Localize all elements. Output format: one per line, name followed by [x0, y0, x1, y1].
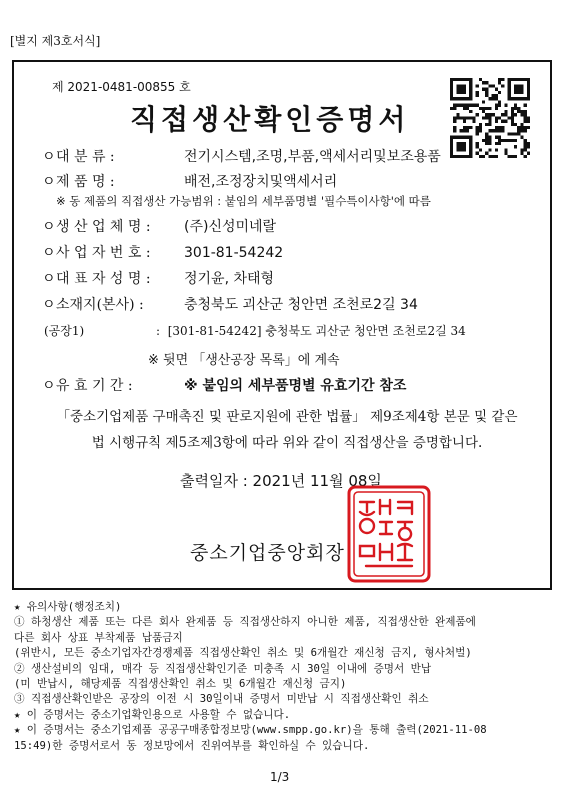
notice-line: ① 하청생산 제품 또는 다른 회사 완제품 등 직접생산하지 아니한 제품, 직접생산한 완제품에 — [14, 616, 476, 629]
field-bullet: ㅇ — [42, 174, 56, 190]
field-representative — [42, 268, 274, 288]
field-product-name — [42, 171, 337, 191]
field-value: 충청북도 괴산군 청안면 조천로2길 34 — [184, 297, 418, 313]
field-bullet: ㅇ — [42, 219, 56, 235]
qr-code-icon — [450, 78, 530, 158]
field-category — [42, 146, 441, 166]
official-seal-icon — [346, 484, 432, 584]
notice-line: ★ 유의사항(행정조치) — [14, 601, 122, 613]
form-number-tag: [별지 제3호서식] — [10, 34, 101, 48]
field-bullet: ㅇ — [42, 149, 56, 165]
notice-line: ★ 이 증명서는 중소기업제품 공공구매종합정보망(www.smpp.go.kr)을 통해 출력(2021-11-08 — [14, 724, 487, 737]
notice-line: 다른 회사 상표 부착제품 납품금지 — [14, 631, 183, 644]
field-bullet: ㅇ — [42, 271, 56, 287]
field-label: 생 산 업 체 명 : — [56, 219, 151, 235]
field-label: 사 업 자 번 호 : — [56, 245, 151, 261]
field-value: 정기윤, 차태형 — [184, 271, 275, 287]
field-bullet: ㅇ — [42, 297, 56, 313]
field-head-office-address — [42, 294, 418, 314]
certificate-title: 직접생산확인증명서 — [130, 103, 410, 136]
notice-line: 15:49)한 증명서로서 동 정보망에서 진위여부를 확인하실 수 있습니다. — [14, 739, 370, 752]
field-label: 제 품 명 : — [56, 174, 115, 190]
field-validity-period — [42, 375, 406, 395]
field-business-number — [42, 242, 283, 262]
notice-section — [14, 600, 554, 754]
field-value: 전기시스템,조명,부품,액세서리및보조용품 — [184, 149, 441, 165]
field-label: 소재지(본사) : — [56, 297, 144, 313]
production-scope-note: ※ 동 제품의 직접생산 가능범위 : 붙임의 세부품명별 '필수특이사항'에 따름 — [56, 194, 431, 208]
field-bullet: ㅇ — [42, 378, 56, 394]
notice-line: ② 생산설비의 임대, 매각 등 직접생산확인기준 미충족 시 30일 이내에 증명서 반납 — [14, 662, 432, 675]
factory-label: (공장1) — [44, 324, 85, 338]
field-value: ※ 붙임의 세부품명별 유효기간 참조 — [184, 378, 407, 394]
certificate-serial-number: 제 2021-0481-00855 호 — [52, 80, 191, 94]
see-back-note: ※ 뒷면 「생산공장 목록」에 계속 — [148, 353, 340, 368]
issue-date: 출력일자 : 2021년 11월 08일 — [180, 472, 382, 490]
field-value: (주)신성미네랄 — [184, 219, 277, 235]
field-label: 대 분 류 : — [56, 149, 115, 165]
field-company-name — [42, 216, 276, 236]
factory-entry — [44, 322, 466, 339]
notice-line: (미 반납시, 해당제품 직접생산확인 취소 및 6개월간 재신청 금지) — [14, 678, 347, 691]
page-number: 1/3 — [270, 770, 290, 784]
factory-separator: : — [156, 324, 161, 338]
field-value: 배전,조정장치및액세서리 — [184, 174, 338, 190]
field-label: 유 효 기 간 : — [56, 378, 133, 394]
legal-basis-statement: 「중소기업제품 구매촉진 및 판로지원에 관한 법률」 제9조제4항 본문 및 같은 법 시행규칙 제5조제3항에 따라 위와 같이 직접생산을 증명합니다. — [56, 409, 518, 451]
factory-value: [301-81-54242] 충청북도 괴산군 청안면 조천로2길 34 — [167, 324, 466, 338]
notice-line: ★ 이 증명서는 중소기업확인용으로 사용할 수 없습니다. — [14, 708, 291, 721]
field-bullet: ㅇ — [42, 245, 56, 261]
field-label: 대 표 자 성 명 : — [56, 271, 151, 287]
issuer-name: 중소기업중앙회장 — [190, 542, 345, 564]
notice-line: ③ 직접생산확인받은 공장의 이전 시 30일이내 증명서 미반납 시 직접생산확인 취소 — [14, 693, 429, 706]
notice-line: (위반시, 모든 중소기업자간경쟁제품 직접생산확인 취소 및 6개월간 재신청 금지, 형사처벌) — [14, 647, 472, 660]
field-value: 301-81-54242 — [184, 245, 284, 261]
